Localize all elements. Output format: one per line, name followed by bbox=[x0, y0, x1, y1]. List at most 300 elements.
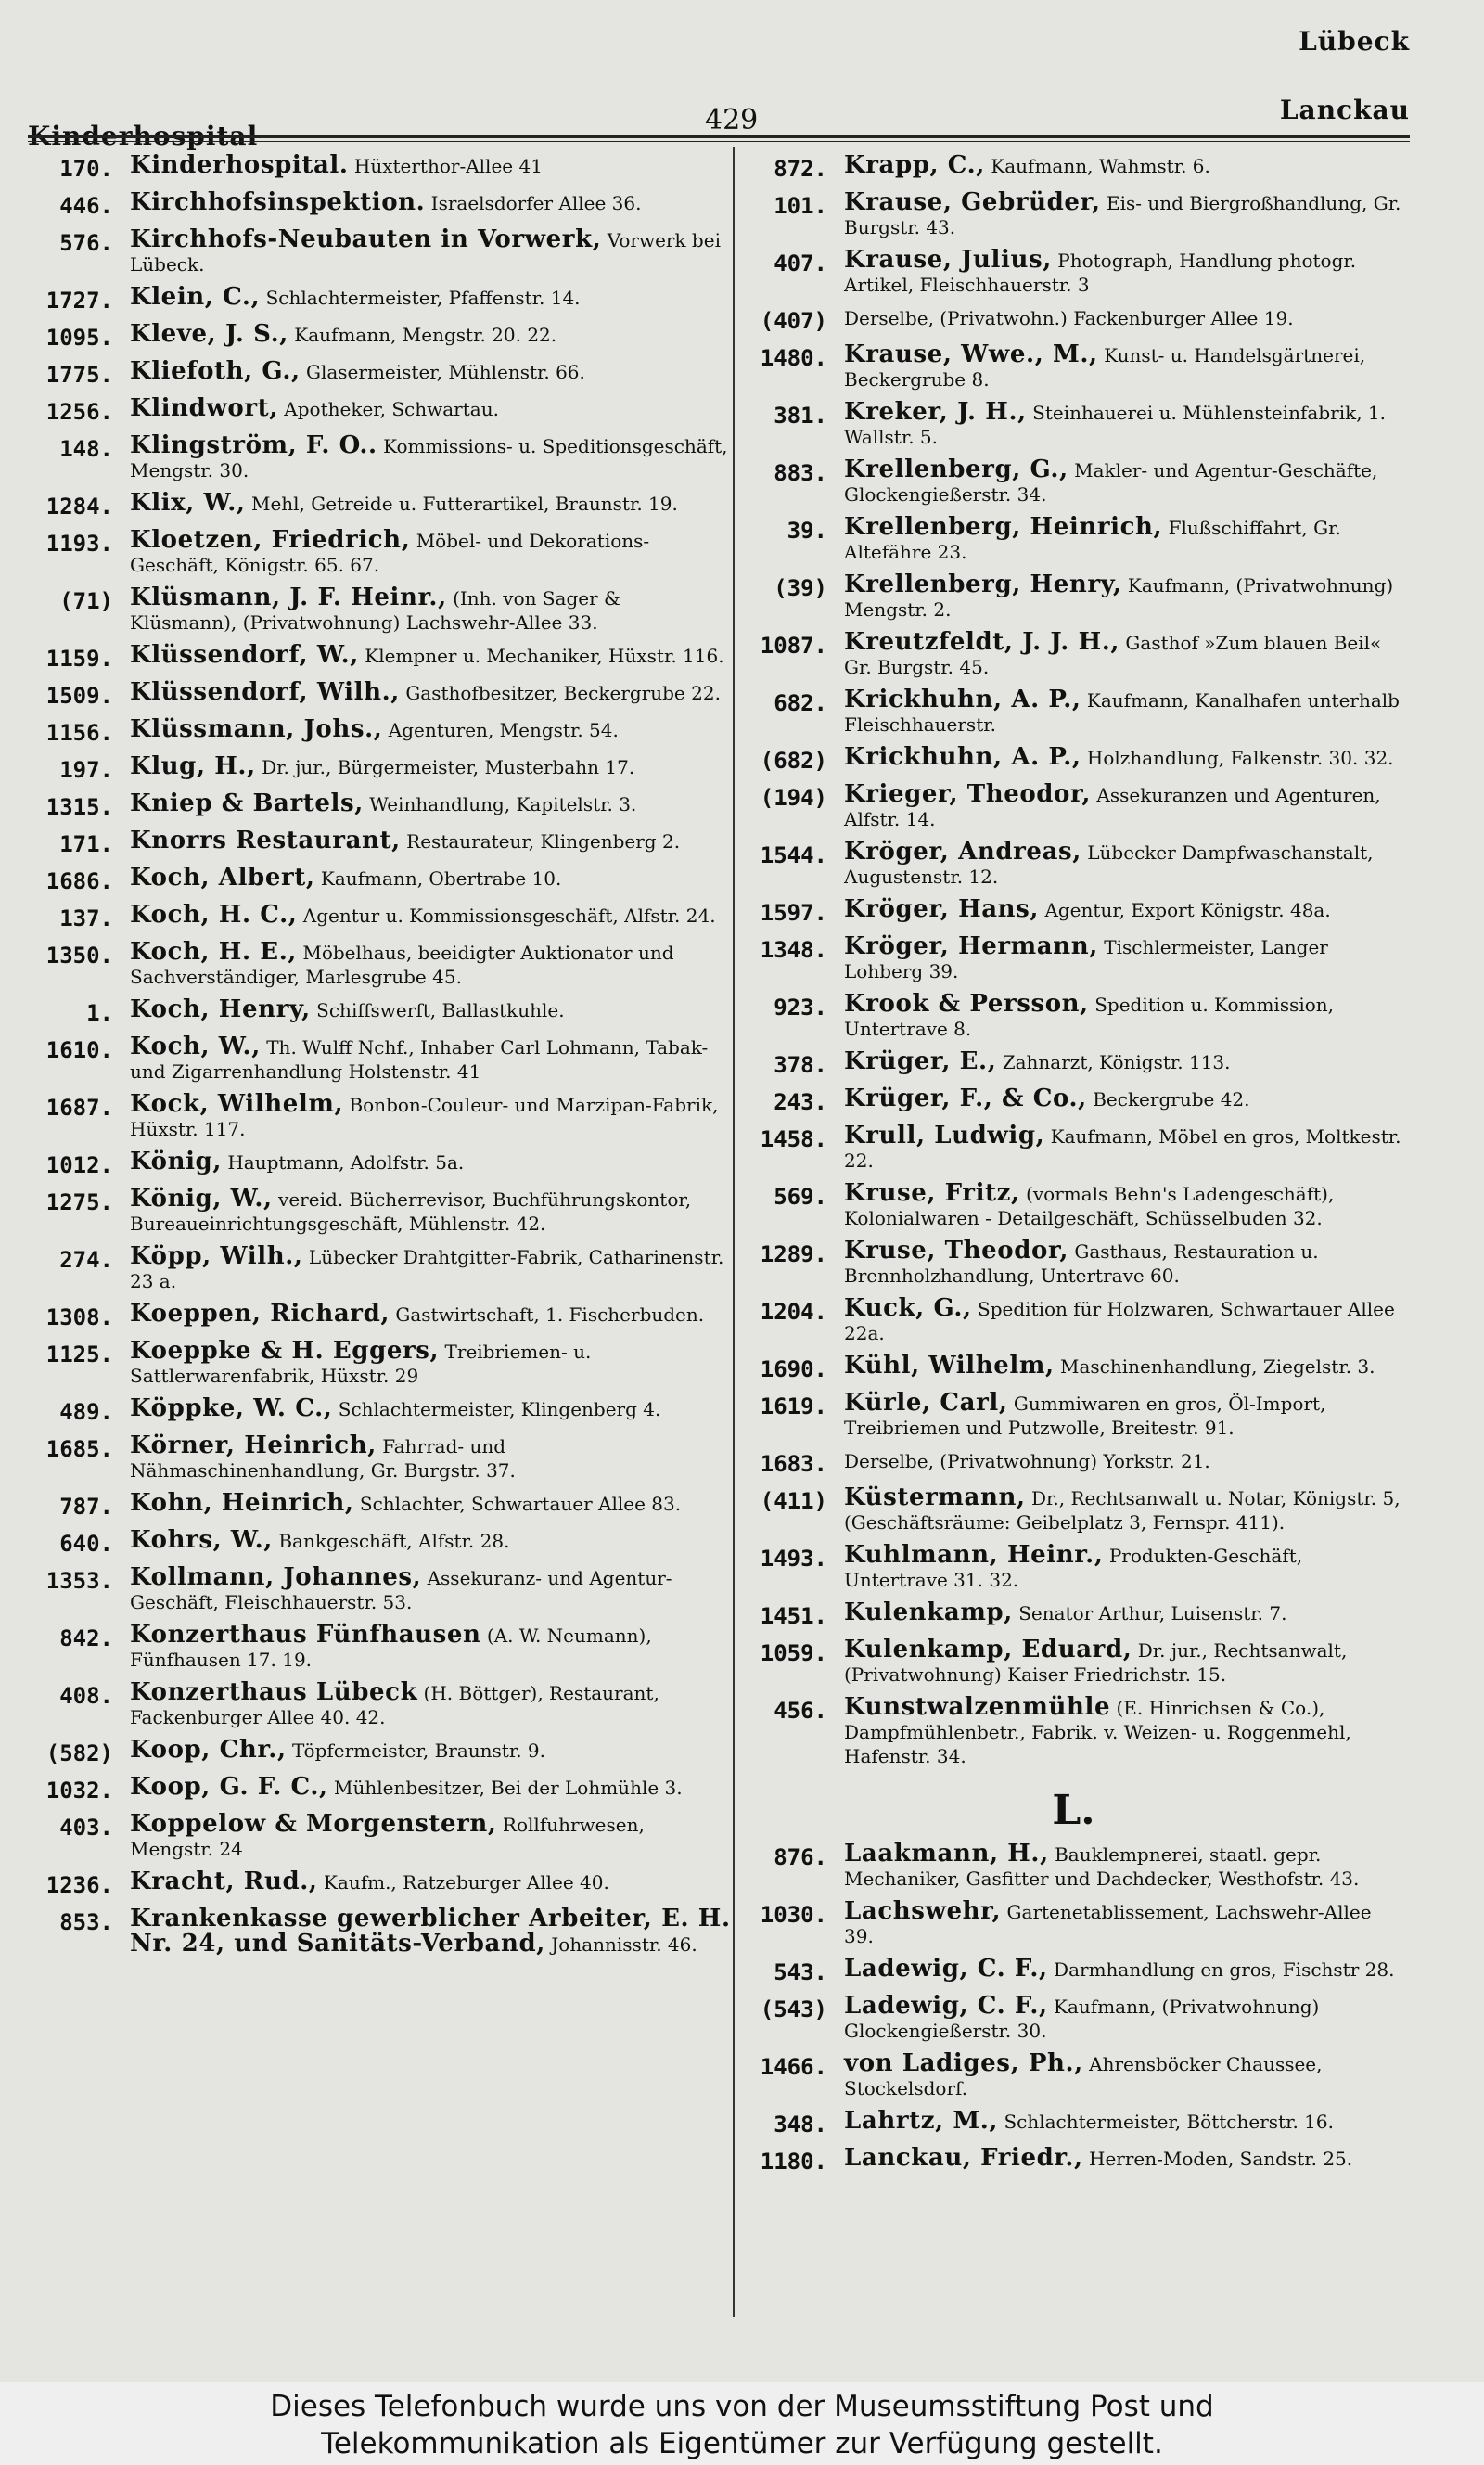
subscriber-details: Assekuranz- und Agentur-Geschäft, Fleischhauerstr. 53. bbox=[130, 1567, 672, 1613]
directory-entry bbox=[742, 1448, 1405, 1477]
subscriber-name: Krickhuhn, A. P., bbox=[844, 743, 1081, 771]
subscriber-name: Krapp, C., bbox=[844, 151, 985, 179]
phone-number: 1030. bbox=[760, 1902, 827, 1928]
subscriber-name: Kloetzen, Friedrich, bbox=[130, 526, 411, 554]
subscriber-details: Darmhandlung en gros, Fischstr 28. bbox=[1054, 1958, 1395, 1981]
subscriber-name: Koeppke & H. Eggers, bbox=[130, 1337, 440, 1365]
entry-body bbox=[844, 687, 1405, 737]
column-divider bbox=[733, 147, 735, 2317]
phone-number: 381. bbox=[774, 403, 827, 429]
phone-number: 842. bbox=[59, 1625, 113, 1651]
entry-body bbox=[844, 897, 1405, 922]
subscriber-details: Gasthaus, Restauration u. Brennholzhandlung, Untertrave 60. bbox=[844, 1240, 1319, 1287]
directory-entry bbox=[742, 342, 1405, 392]
directory-entry bbox=[742, 1485, 1405, 1534]
subscriber-name: Kulenkamp, Eduard, bbox=[844, 1636, 1132, 1663]
directory-entry bbox=[28, 528, 733, 577]
entry-body bbox=[844, 190, 1405, 239]
phone-number: 243. bbox=[774, 1089, 827, 1115]
directory-entry bbox=[28, 1092, 733, 1141]
directory-entry bbox=[28, 396, 733, 425]
subscriber-name: Kulenkamp, bbox=[844, 1598, 1013, 1626]
directory-entry bbox=[28, 754, 733, 783]
subscriber-name: Kröger, Andreas, bbox=[844, 838, 1081, 866]
directory-entry bbox=[742, 400, 1405, 449]
phone-number: 148. bbox=[59, 436, 113, 462]
subscriber-details: Kaufmann, Kanalhafen unterhalb Fleischhauerstr. bbox=[844, 689, 1400, 736]
phone-number: 569. bbox=[774, 1184, 827, 1210]
entry-body bbox=[844, 1049, 1405, 1074]
subscriber-details: Photograph, Handlung photogr. Artikel, Fleischhauerstr. 3 bbox=[844, 250, 1357, 296]
directory-entry bbox=[742, 2109, 1405, 2138]
directory-entry bbox=[742, 1391, 1405, 1440]
subscriber-details: Zahnarzt, Königstr. 113. bbox=[1002, 1051, 1231, 1073]
subscriber-name: Krellenberg, Henry, bbox=[844, 571, 1122, 598]
phone-number: 1687. bbox=[45, 1095, 113, 1121]
subscriber-details: Klempner u. Mechaniker, Hüxstr. 116. bbox=[365, 645, 724, 667]
phone-number: 1685. bbox=[45, 1436, 113, 1462]
entry-body bbox=[130, 1738, 733, 1763]
subscriber-details: Mehl, Getreide u. Futterartikel, Braunstr. 19. bbox=[250, 493, 678, 515]
phone-number: 1095. bbox=[45, 325, 113, 351]
phone-number: 1275. bbox=[45, 1189, 113, 1215]
phone-number: 378. bbox=[774, 1052, 827, 1078]
entry-body bbox=[130, 1396, 733, 1421]
entry-body bbox=[844, 840, 1405, 889]
phone-number: 1087. bbox=[760, 633, 827, 659]
phone-number: 1619. bbox=[760, 1393, 827, 1419]
entry-body bbox=[130, 717, 733, 742]
subscriber-name: Klindwort, bbox=[130, 394, 278, 422]
entry-body bbox=[130, 1565, 733, 1614]
right-column bbox=[742, 153, 1405, 2183]
subscriber-details: Maschinenhandlung, Ziegelstr. 3. bbox=[1059, 1355, 1375, 1378]
subscriber-details: Bauklempnerei, staatl. gepr. Mechaniker, Gasfitter und Dachdecker, Westhofstr. 43. bbox=[844, 1843, 1360, 1890]
phone-number: 407. bbox=[774, 250, 827, 276]
phone-number: 1156. bbox=[45, 720, 113, 746]
entry-body bbox=[844, 153, 1405, 178]
subscriber-details: Assekuranzen und Agenturen, Alfstr. 14. bbox=[844, 784, 1381, 830]
subscriber-name: Kruse, Fritz, bbox=[844, 1179, 1020, 1207]
directory-entry bbox=[742, 572, 1405, 622]
entry-body bbox=[130, 433, 733, 482]
entry-body bbox=[844, 1354, 1405, 1379]
phone-number: 1509. bbox=[45, 683, 113, 709]
phone-number: 1597. bbox=[760, 900, 827, 926]
entry-body bbox=[130, 828, 733, 854]
subscriber-details: Agentur u. Kommissionsgeschäft, Alfstr. 24. bbox=[302, 905, 716, 927]
subscriber-details: Kaufmann, Mengstr. 20. 22. bbox=[294, 324, 557, 346]
directory-entry bbox=[742, 1296, 1405, 1345]
subscriber-name: Koeppen, Richard, bbox=[130, 1300, 390, 1328]
entry-body bbox=[844, 2146, 1405, 2171]
entry-body bbox=[844, 1485, 1405, 1534]
phone-number: 1353. bbox=[45, 1568, 113, 1594]
directory-entry bbox=[742, 745, 1405, 774]
subscriber-name: Krankenkasse gewerblicher Arbeiter, E. H. Nr. 24, und Sanitäts-Verband, bbox=[130, 1905, 731, 1958]
phone-number: 1686. bbox=[45, 868, 113, 894]
subscriber-name: Koch, H. C., bbox=[130, 901, 298, 929]
subscriber-name: Krook & Persson, bbox=[844, 990, 1089, 1018]
subscriber-name: Ladewig, C. F., bbox=[844, 1955, 1048, 1983]
directory-entry bbox=[28, 359, 733, 388]
subscriber-details: Lübecker Dampfwaschanstalt, Augustenstr. 12. bbox=[844, 841, 1374, 888]
subscriber-name: Kock, Wilhelm, bbox=[130, 1090, 344, 1118]
subscriber-name: Laakmann, H., bbox=[844, 1840, 1049, 1868]
entry-body bbox=[844, 934, 1405, 983]
subscriber-details: Produkten-Geschäft, Untertrave 31. 32. bbox=[844, 1545, 1303, 1591]
subscriber-details: Apotheker, Schwartau. bbox=[284, 398, 499, 420]
directory-entry bbox=[28, 1339, 733, 1388]
subscriber-name: Köppke, W. C., bbox=[130, 1394, 333, 1422]
phone-number: 170. bbox=[59, 156, 113, 182]
phone-number: 1284. bbox=[45, 494, 113, 520]
subscriber-name: Kliefoth, G., bbox=[130, 357, 301, 385]
subscriber-name: Kirchhofsinspektion. bbox=[130, 188, 426, 216]
subscriber-name: Koch, W., bbox=[130, 1033, 261, 1060]
phone-number: 39. bbox=[787, 518, 827, 544]
phone-number: 1193. bbox=[45, 531, 113, 557]
city-heading: Lübeck bbox=[1298, 26, 1410, 57]
directory-entry bbox=[28, 680, 733, 709]
entry-body bbox=[130, 903, 733, 928]
subscriber-name: Knorrs Restaurant, bbox=[130, 827, 401, 854]
subscriber-name: König, W., bbox=[130, 1185, 273, 1213]
directory-entry bbox=[28, 1812, 733, 1861]
subscriber-details: Schiffswerft, Ballastkuhle. bbox=[316, 999, 565, 1021]
phone-number: (582) bbox=[45, 1740, 113, 1766]
phone-number: 1348. bbox=[760, 937, 827, 963]
directory-entry bbox=[742, 1957, 1405, 1985]
subscriber-details: Herren-Moden, Sandstr. 25. bbox=[1089, 2148, 1353, 2170]
subscriber-details: Gasthofbesitzer, Beckergrube 22. bbox=[405, 682, 721, 704]
subscriber-details: Eis- und Biergroßhandlung, Gr. Burgstr. 43. bbox=[844, 192, 1401, 238]
entry-body bbox=[130, 1244, 733, 1293]
subscriber-name: Koop, G. F. C., bbox=[130, 1773, 328, 1801]
subscriber-details: Kaufmann, Wahmstr. 6. bbox=[991, 155, 1210, 177]
phone-number: 489. bbox=[59, 1399, 113, 1425]
phone-number: 1159. bbox=[45, 646, 113, 672]
entry-body bbox=[844, 630, 1405, 679]
subscriber-details: Dr. jur., Rechtsanwalt, (Privatwohnung) Kaiser Friedrichstr. 15. bbox=[844, 1639, 1348, 1686]
subscriber-details: Glasermeister, Mühlenstr. 66. bbox=[305, 361, 585, 383]
directory-entry bbox=[742, 1123, 1405, 1173]
subscriber-details: Kaufmann, (Privatwohnung) Glockengießerstr. 30. bbox=[844, 1996, 1320, 2042]
subscriber-name: Klug, H., bbox=[130, 752, 256, 780]
phone-number: 787. bbox=[59, 1494, 113, 1520]
phone-number: 171. bbox=[59, 831, 113, 857]
directory-entry bbox=[742, 190, 1405, 239]
entry-body bbox=[130, 322, 733, 347]
section-letter: L. bbox=[1052, 1787, 1095, 1834]
directory-entry bbox=[28, 828, 733, 857]
directory-entry bbox=[742, 630, 1405, 679]
directory-entry bbox=[742, 1239, 1405, 1288]
subscriber-name: Klüssmann, Johs., bbox=[130, 715, 383, 743]
phone-number: 1480. bbox=[760, 345, 827, 371]
directory-entry bbox=[742, 934, 1405, 983]
directory-entry bbox=[742, 457, 1405, 507]
directory-entry bbox=[28, 190, 733, 219]
entry-body bbox=[130, 1812, 733, 1861]
entry-body bbox=[844, 457, 1405, 507]
subscriber-details: Fahrrad- und Nähmaschinenhandlung, Gr. Burgstr. 37. bbox=[130, 1435, 516, 1482]
subscriber-name: Küstermann, bbox=[844, 1483, 1026, 1511]
directory-entry bbox=[28, 643, 733, 672]
directory-entry bbox=[28, 997, 733, 1026]
entry-body bbox=[844, 1637, 1405, 1687]
subscriber-name: Koch, Albert, bbox=[130, 864, 315, 892]
directory-entry bbox=[28, 1907, 733, 1957]
subscriber-name: Krüger, F., & Co., bbox=[844, 1085, 1087, 1112]
directory-entry bbox=[742, 1181, 1405, 1230]
subscriber-details: (A. W. Neumann), Fünfhausen 17. 19. bbox=[130, 1624, 652, 1671]
subscriber-details: Mühlenbesitzer, Bei der Lohmühle 3. bbox=[334, 1777, 683, 1799]
entry-body bbox=[130, 1491, 733, 1516]
subscriber-details: Israelsdorfer Allee 36. bbox=[430, 192, 642, 214]
directory-entry bbox=[28, 1433, 733, 1483]
subscriber-name: Krüger, E., bbox=[844, 1047, 997, 1075]
subscriber-details: Gartenetablissement, Lachswehr-Allee 39. bbox=[844, 1901, 1372, 1947]
subscriber-name: Klein, C., bbox=[130, 283, 261, 311]
phone-number: 1125. bbox=[45, 1342, 113, 1367]
subscriber-details: Bonbon-Couleur- und Marzipan-Fabrik, Hüxstr. 117. bbox=[130, 1094, 719, 1140]
directory-entry bbox=[28, 1244, 733, 1293]
page-header bbox=[28, 19, 1410, 151]
entry-body bbox=[130, 866, 733, 891]
directory-entry bbox=[28, 1034, 733, 1084]
subscriber-details: Agentur, Export Königstr. 48a. bbox=[1044, 899, 1331, 921]
subscriber-name: Krause, Gebrüder, bbox=[844, 188, 1101, 216]
directory-entry bbox=[28, 153, 733, 182]
entry-body bbox=[844, 1994, 1405, 2043]
entry-body bbox=[130, 1149, 733, 1175]
subscriber-name: Köpp, Wilh., bbox=[130, 1242, 303, 1270]
subscriber-details: Treibriemen- u. Sattlerwarenfabrik, Hüxstr. 29 bbox=[130, 1341, 592, 1387]
subscriber-name: Krause, Wwe., M., bbox=[844, 340, 1098, 368]
entry-body bbox=[130, 585, 733, 635]
subscriber-details: Restaurateur, Klingenberg 2. bbox=[406, 830, 681, 853]
entry-body bbox=[130, 528, 733, 577]
directory-entry bbox=[28, 1869, 733, 1898]
directory-entry bbox=[28, 903, 733, 931]
subscriber-name: Kohrs, W., bbox=[130, 1526, 273, 1554]
directory-entry bbox=[28, 1149, 733, 1178]
directory-entry bbox=[28, 322, 733, 351]
directory-entry bbox=[28, 1302, 733, 1330]
subscriber-details: Bankgeschäft, Alfstr. 28. bbox=[278, 1530, 510, 1552]
subscriber-details: (H. Böttger), Restaurant, Fackenburger Allee 40. 42. bbox=[130, 1682, 659, 1728]
right-running-head: Lanckau bbox=[1279, 95, 1410, 125]
phone-number: 1683. bbox=[760, 1451, 827, 1477]
phone-number: 446. bbox=[59, 193, 113, 219]
subscriber-details: Kaufmann, Möbel en gros, Moltkestr. 22. bbox=[844, 1125, 1401, 1172]
directory-entry bbox=[28, 1187, 733, 1236]
subscriber-name: Kruse, Theodor, bbox=[844, 1237, 1068, 1265]
subscriber-details: Hauptmann, Adolfstr. 5a. bbox=[227, 1151, 465, 1174]
subscriber-details: Spedition für Holzwaren, Schwartauer Allee 22a. bbox=[844, 1298, 1395, 1344]
directory-entry bbox=[742, 2051, 1405, 2100]
phone-number: 682. bbox=[774, 690, 827, 716]
phone-number: 1544. bbox=[760, 842, 827, 868]
subscriber-details: Kaufmann, Obertrabe 10. bbox=[320, 867, 562, 890]
subscriber-details: Spedition u. Kommission, Untertrave 8. bbox=[844, 994, 1335, 1040]
entry-body bbox=[130, 754, 733, 779]
phone-number: 576. bbox=[59, 230, 113, 256]
subscriber-name: Kirchhofs-Neubauten in Vorwerk, bbox=[130, 225, 602, 253]
subscriber-name: Klüssendorf, W., bbox=[130, 641, 359, 669]
subscriber-details: Möbelhaus, beeidigter Auktionator und Sachverständiger, Marlesgrube 45. bbox=[130, 942, 674, 988]
subscriber-name: Lanckau, Friedr., bbox=[844, 2144, 1083, 2172]
directory-entry bbox=[28, 717, 733, 746]
phone-number: 1012. bbox=[45, 1152, 113, 1178]
phone-number: 543. bbox=[774, 1959, 827, 1985]
subscriber-name: Kinderhospital. bbox=[130, 151, 349, 179]
phone-number: (682) bbox=[760, 748, 827, 774]
subscriber-name: Konzerthaus Fünfhausen bbox=[130, 1621, 481, 1649]
directory-entry bbox=[742, 305, 1405, 334]
subscriber-name: König, bbox=[130, 1148, 222, 1175]
directory-entry bbox=[28, 1623, 733, 1672]
subscriber-details: Agenturen, Mengstr. 54. bbox=[388, 719, 619, 741]
phone-number: 348. bbox=[774, 2112, 827, 2138]
subscriber-details: Schlachtermeister, Böttcherstr. 16. bbox=[1004, 2111, 1334, 2133]
phone-number: (194) bbox=[760, 785, 827, 811]
directory-entry bbox=[28, 791, 733, 820]
entry-body bbox=[130, 1623, 733, 1672]
entry-body bbox=[844, 745, 1405, 770]
subscriber-details: Flußschiffahrt, Gr. Altefähre 23. bbox=[844, 517, 1341, 563]
phone-number: 1180. bbox=[760, 2149, 827, 2175]
subscriber-details: Tischlermeister, Langer Lohberg 39. bbox=[844, 936, 1328, 982]
entry-body bbox=[844, 1448, 1405, 1473]
entry-body bbox=[130, 1187, 733, 1236]
phone-number: (71) bbox=[59, 588, 113, 614]
phone-number: 197. bbox=[59, 757, 113, 783]
subscriber-details: Dr. jur., Bürgermeister, Musterbahn 17. bbox=[262, 756, 635, 778]
entry-body bbox=[130, 359, 733, 384]
subscriber-details: Derselbe, (Privatwohn.) Fackenburger Allee 19. bbox=[844, 307, 1294, 329]
phone-number: 1256. bbox=[45, 399, 113, 425]
subscriber-details: Rollfuhrwesen, Mengstr. 24 bbox=[130, 1814, 645, 1860]
subscriber-name: Kröger, Hermann, bbox=[844, 932, 1098, 960]
phone-number: 1032. bbox=[45, 1778, 113, 1804]
subscriber-details: Makler- und Agentur-Geschäfte, Glockengießerstr. 34. bbox=[844, 459, 1378, 506]
entry-body bbox=[130, 227, 733, 276]
directory-entry bbox=[742, 515, 1405, 564]
directory-entry bbox=[28, 1775, 733, 1804]
subscriber-name: Körner, Heinrich, bbox=[130, 1431, 377, 1459]
entry-body bbox=[844, 992, 1405, 1041]
phone-number: 403. bbox=[59, 1815, 113, 1841]
entry-body bbox=[844, 1239, 1405, 1288]
directory-entry bbox=[742, 153, 1405, 182]
subscriber-details: Schlachtermeister, Pfaffenstr. 14. bbox=[265, 287, 581, 309]
subscriber-name: Krieger, Theodor, bbox=[844, 780, 1092, 808]
entry-body bbox=[130, 940, 733, 989]
subscriber-details: Beckergrube 42. bbox=[1093, 1088, 1250, 1111]
subscriber-details: Johannisstr. 46. bbox=[551, 1933, 697, 1956]
subscriber-name: Koch, H. E., bbox=[130, 938, 297, 966]
entry-body bbox=[130, 285, 733, 310]
subscriber-details: Kaufm., Ratzeburger Allee 40. bbox=[323, 1871, 609, 1894]
entry-body bbox=[844, 305, 1405, 330]
subscriber-name: Kniep & Bartels, bbox=[130, 790, 364, 817]
subscriber-name: Krickhuhn, A. P., bbox=[844, 686, 1081, 713]
entry-body bbox=[844, 1123, 1405, 1173]
subscriber-name: Krellenberg, G., bbox=[844, 456, 1068, 483]
phone-number: 1308. bbox=[45, 1304, 113, 1330]
left-column bbox=[28, 153, 733, 1965]
phone-number: 408. bbox=[59, 1683, 113, 1709]
subscriber-details: Schlachter, Schwartauer Allee 83. bbox=[359, 1493, 682, 1515]
phone-number: 853. bbox=[59, 1909, 113, 1935]
entry-body bbox=[130, 1433, 733, 1483]
subscriber-details: Hüxterthor-Allee 41 bbox=[353, 155, 543, 177]
subscriber-name: Lahrtz, M., bbox=[844, 2107, 999, 2135]
directory-entry bbox=[28, 866, 733, 894]
directory-entry bbox=[28, 1565, 733, 1614]
footer-line-1: Dieses Telefonbuch wurde uns von der Museumsstiftung Post und bbox=[270, 2390, 1214, 2423]
entry-body bbox=[844, 248, 1405, 297]
directory-entry bbox=[28, 433, 733, 482]
directory-entry bbox=[742, 1086, 1405, 1115]
directory-entry bbox=[28, 227, 733, 276]
directory-entry bbox=[742, 897, 1405, 926]
phone-number: (411) bbox=[760, 1488, 827, 1514]
subscriber-name: Klüssendorf, Wilh., bbox=[130, 678, 400, 706]
directory-entry bbox=[28, 1396, 733, 1425]
phone-number: (543) bbox=[760, 1996, 827, 2022]
entry-body bbox=[130, 1339, 733, 1388]
entry-body bbox=[130, 1092, 733, 1141]
phone-number: 1466. bbox=[760, 2054, 827, 2080]
phone-number: 1610. bbox=[45, 1037, 113, 1063]
subscriber-name: Kuhlmann, Heinr., bbox=[844, 1541, 1104, 1569]
directory-entry bbox=[742, 1842, 1405, 1891]
subscriber-details: Kommissions- u. Speditionsgeschäft, Mengstr. 30. bbox=[130, 435, 728, 481]
subscriber-name: Kleve, J. S., bbox=[130, 320, 288, 348]
subscriber-details: (Inh. von Sager & Klüsmann), (Privatwohnung) Lachswehr-Allee 33. bbox=[130, 587, 620, 634]
subscriber-name: Kreker, J. H., bbox=[844, 398, 1027, 426]
entry-body bbox=[130, 791, 733, 816]
entry-body bbox=[844, 515, 1405, 564]
directory-entry bbox=[28, 1680, 733, 1729]
subscriber-name: Konzerthaus Lübeck bbox=[130, 1678, 418, 1706]
phone-number: 137. bbox=[59, 905, 113, 931]
entry-body bbox=[130, 1775, 733, 1800]
subscriber-name: von Ladiges, Ph., bbox=[844, 2049, 1083, 2077]
entry-body bbox=[844, 1600, 1405, 1625]
entry-body bbox=[130, 491, 733, 516]
phone-number: 1315. bbox=[45, 794, 113, 820]
entry-body bbox=[844, 1086, 1405, 1111]
entry-body bbox=[844, 2051, 1405, 2100]
directory-entry bbox=[28, 1528, 733, 1557]
phone-number: 1690. bbox=[760, 1356, 827, 1382]
entry-body bbox=[130, 1869, 733, 1894]
subscriber-details: Möbel- und Dekorations-Geschäft, Königstr. 65. 67. bbox=[130, 530, 650, 576]
phone-number: 883. bbox=[774, 460, 827, 486]
entry-body bbox=[844, 1899, 1405, 1948]
directory-entry bbox=[742, 1695, 1405, 1768]
directory-entry bbox=[28, 1738, 733, 1766]
phone-number: 274. bbox=[59, 1247, 113, 1273]
subscriber-name: Kohn, Heinrich, bbox=[130, 1489, 354, 1517]
subscriber-details: Kunst- u. Handelsgärtnerei, Beckergrube 8. bbox=[844, 344, 1366, 391]
header-rule bbox=[28, 135, 1410, 142]
subscriber-name: Lachswehr, bbox=[844, 1897, 1002, 1925]
